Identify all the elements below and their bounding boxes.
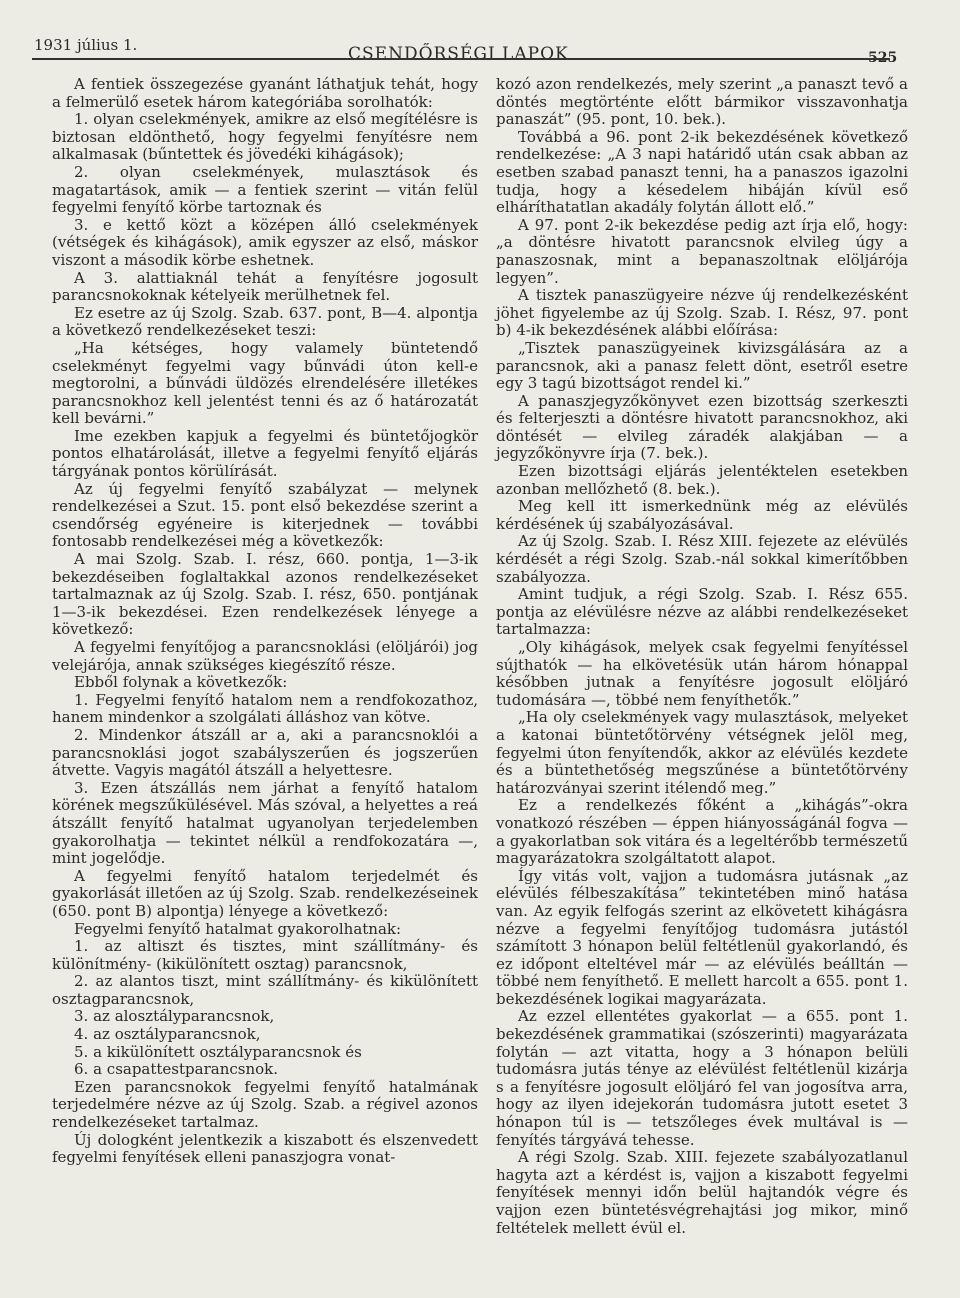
paragraph: A régi Szolg. Szab. XIII. fejezete szabályozatlanul hagyta azt a kérdést is, vajjon a kiszabott fegyelmi fenyítések mennyi időn belül hajtandók végre és vajjon ezen büntetésvégrehajtási jog mikor, minő feltételek mellett évül el. [496, 1148, 908, 1237]
list-item: 3. Ezen átszállás nem járhat a fenyítő hatalom körének megszűkülésével. Más szóval, a helyettes a reá átszállt fenyítő hatalmat ugyanolyan terjedelemben gyakorolhatja — tekintet nélkül a rendfokozatára —, mint jogelődje. [52, 778, 478, 868]
paragraph: Az új fegyelmi fenyítő szabályzat — melynek rendelkezései a Szut. 15. pont első bekezdése szerint a csendőrség egyéneire is kiterjednek — további fontosabb rendelkezései még a következők: [52, 479, 478, 551]
paragraph: A panaszjegyzőkönyvet ezen bizottság szerkeszti és felterjeszti a döntésre hivatott parancsnokhoz, aki döntését — elvileg záradék alakjában — a jegyzőkönyvre írja (7. bek.). [496, 391, 908, 463]
page-number: 525 [868, 50, 898, 66]
paragraph: Ebből folynak a következők: [74, 673, 288, 692]
paragraph: Továbbá a 96. pont 2-ik bekezdésének következő rendelkezése: „A 3 napi határidő után csak abban az esetben szabad panaszt tenni, ha a panaszos igazolni tudja, hogy a késedelem hibáján kívül eső elháríthatatlan akadály folytán állott elő.” [496, 127, 908, 217]
paragraph: Ez esetre az új Szolg. Szab. 637. pont, B—4. alpontja a következő rendelkezéseket teszi: [52, 303, 478, 340]
list-item: 4. az osztályparancsnok, [74, 1025, 261, 1044]
paragraph: Új dologként jelentkezik a kiszabott és elszenvedett fegyelmi fenyítések elleni panaszjogra vonat- [52, 1130, 478, 1167]
paragraph: A 97. pont 2-ik bekezdése pedig azt írja elő, hogy: „a döntésre hivatott parancsnok elvileg úgy a panaszosnak, mint a bepanaszoltnak elöljárója legyen”. [496, 215, 908, 287]
quotation: „Tisztek panaszügyeinek kivizsgálására az a parancsnok, aki a panasz felett dönt, esetről esetre egy 3 tagú bizottságot rendel ki.” [496, 338, 908, 393]
paragraph: 2. olyan cselekmények, mulasztások és magatartások, amik — a fentiek szerint — vitán felül fegyelmi fenyítő körbe tartoznak és [52, 162, 478, 217]
list-item: 6. a csapattestparancsnok. [74, 1060, 279, 1079]
paragraph: A fegyelmi fenyítőjog a parancsnoklási (elöljárói) jog velejárója, annak szükséges kiegészítő része. [52, 638, 478, 674]
paragraph: Így vitás volt, vajjon a tudomásra jutásnak „az elévülés félbeszakítása” tekintetében minő hatása van. Az egyik felfogás szerint az elkövetett kihágásra nézve a fegyelmi fenyítőjog tudomásra jutástól számított 3 hónapon belül feltétlenül gyakorlandó, és ez időpont elteltével már — az elévülés beálltán — többé nem fenyíthető. E mellett harcolt a 655. pont 1. bekezdésének logikai magyarázata. [496, 866, 908, 1008]
paragraph: A 3. alattiaknál tehát a fenyítésre jogosult parancsnokoknak kételyeik merülhetnek fel. [52, 268, 478, 305]
list-item: 1. az altiszt és tisztes, mint szállítmány- és különítmény- (kikülönített osztag) parancsnok, [52, 937, 478, 973]
paragraph: Fegyelmi fenyítő hatalmat gyakorolhatnak: [74, 919, 402, 938]
header-rule [32, 58, 890, 60]
list-item: 2. az alantos tiszt, mint szállítmány- és kikülönített osztagparancsnok, [52, 972, 478, 1008]
paragraph: Ezen parancsnokok fegyelmi fenyítő hatalmának terjedelmére nézve az új Szolg. Szab. a régivel azonos rendelkezéseket tartalmaz. [52, 1077, 478, 1132]
paragraph: Ime ezekben kapjuk a fegyelmi és büntetőjogkör pontos elhatárolását, illetve a fegyelmi fenyítő eljárás tárgyának pontos körülírását. [52, 426, 478, 481]
publication-title: CSENDŐRSÉGI LAPOK [348, 44, 569, 64]
paragraph: A fegyelmi fenyítő hatalom terjedelmét és gyakorlását illetően az új Szolg. Szab. rendelkezéseinek (650. pont B) alpontja) lényege a következő: [52, 866, 478, 920]
list-item: 2. Mindenkor átszáll ar a, aki a parancsnoklói a parancsnoklási jogot szabályszerűen és jogszerűen átvette. Vagyis magától átszáll a helyettesre. [52, 725, 478, 780]
paragraph: Ezen bizottsági eljárás jelentéktelen esetekben azonban mellőzhető (8. bek.). [496, 462, 908, 498]
paragraph: Ez a rendelkezés főként a „kihágás”-okra vonatkozó részében — éppen hiányosságánál fogva — a gyakorlatban sok vitára és a legeltérőbb természetű magyarázatokra szolgáltatott alapot. [496, 796, 908, 868]
paragraph: Az ezzel ellentétes gyakorlat — a 655. pont 1. bekezdésének grammatikai (szószerinti) magyarázata folytán — azt vitatta, hogy a 3 hónapon belüli tudomásra jutás ténye az elévülést feltétlenül kizárja s a fenyítésre jogosult elöljáró fel van jogosítva arra, hogy az ilyen idejekorán tudomásra jutott esetet 3 hónapon túl is — tetszőleges évek multával is — fenyítés tárgyává tehesse. [496, 1007, 908, 1149]
list-item: 3. az alosztályparancsnok, [74, 1007, 275, 1026]
paragraph: A tisztek panaszügyeire nézve új rendelkezésként jöhet figyelembe az új Szolg. Szab. I. Rész, 97. pont b) 4-ik bekezdésének alábbi előírása: [496, 286, 908, 340]
quotation: „Ha oly cselekmények vagy mulasztások, melyeket a katonai büntetőtörvény vétségnek jelöl meg, fegyelmi úton fenyítendők, akkor az elévülés kezdete és a büntethetőség megszűnése a büntetőtörvény határozványai szerint itélendő meg.” [496, 708, 908, 797]
issue-date: 1931 július 1. [34, 36, 138, 54]
paragraph: Az új Szolg. Szab. I. Rész XIII. fejezete az elévülés kérdését a régi Szolg. Szab.-nál sokkal kimerítőbben szabályozza. [496, 532, 908, 586]
quotation: „Ha kétséges, hogy valamely büntetendő cselekményt fegyelmi vagy bűnvádi úton kell-e megtorolni, a bűnvádi üldözés elrendelésére illetékes parancsnokhoz kell jelentést tenni és az ő határozatát kell bevárni.” [52, 338, 478, 428]
paragraph: A mai Szolg. Szab. I. rész, 660. pontja, 1—3-ik bekezdéseiben foglaltakkal azonos rendelkezéseket tartalmaznak az új Szolg. Szab. I. rész, 650. pontjának 1—3-ik bekezdései. Ezen rendelkezések lényege a következő: [52, 550, 478, 639]
paragraph: Meg kell itt ismerkednünk még az elévülés kérdésének új szabályozásával. [496, 497, 908, 533]
list-item: 1. Fegyelmi fenyítő hatalom nem a rendfokozathoz, hanem mindenkor a szolgálati álláshoz van kötve. [52, 690, 478, 727]
paragraph: 3. e kettő közt a középen álló cselekmények (vétségek és kihágások), amik egyszer az első, máskor viszont a második körbe eshetnek. [52, 215, 478, 269]
paragraph: Amint tudjuk, a régi Szolg. Szab. I. Rész 655. pontja az elévülésre nézve az alábbi rendelkezéseket tartalmazza: [496, 585, 908, 639]
list-item: 5. a kikülönített osztályparancsnok és [74, 1042, 362, 1061]
right-column [496, 76, 908, 1237]
left-column [52, 76, 478, 1167]
paragraph-continued: kozó azon rendelkezés, mely szerint „a panaszt tevő a döntés megtörténte előtt bármikor visszavonhatja panaszát” (95. pont, 10. bek.). [496, 75, 908, 129]
paragraph: A fentiek összegezése gyanánt láthatjuk tehát, hogy a felmerülő esetek három kategóriába sorolhatók: [52, 75, 478, 111]
paragraph: 1. olyan cselekmények, amikre az első megítélésre is biztosan eldönthető, hogy fegyelmi fenyítésre nem alkalmasak (bűntettek és jövedéki kihágások); [52, 110, 478, 164]
quotation: „Oly kihágások, melyek csak fegyelmi fenyítéssel sújthatók — ha elkövetésük után három hónappal későbben jutnak a fenyítésre jogosult elöljáró tudomására —, többé nem fenyíthetők.” [496, 638, 908, 709]
